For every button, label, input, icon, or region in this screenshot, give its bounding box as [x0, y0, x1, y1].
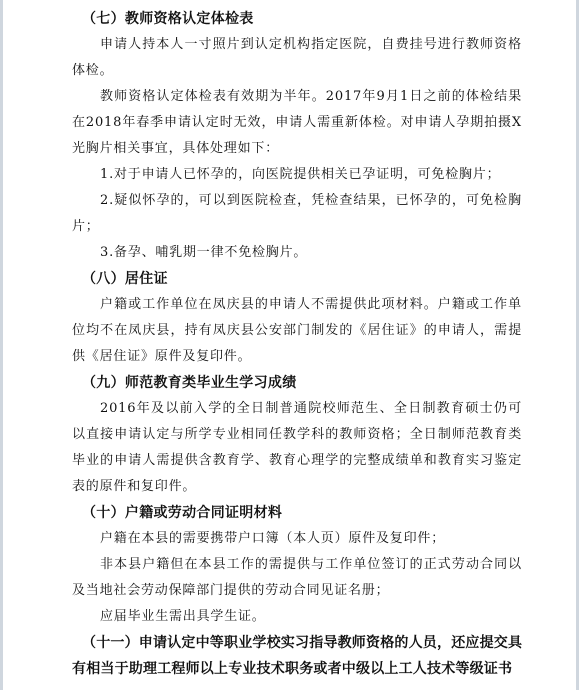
paragraph: 应届毕业生需出具学生证。 — [100, 609, 266, 624]
paragraph: 2016年及以前入学的全日制普通院校师范生、全日制教育硕士仍可以直接申请认定与所学专业相同任教学科的教师资格；全日制师范教育类毕业的申请人需提供含教育学、教育心理学的完整成绩单和教育实习鉴定表的原件和复印件。 — [72, 401, 522, 494]
paragraph: 教师资格认定体检表有效期为半年。2017年9月1日之前的体检结果在2018年春季申请认定时无效，申请人需重新体检。对申请人孕期拍摄X光胸片相关事宜，具体处理如下： — [72, 89, 522, 156]
section-heading-7: （七）教师资格认定体检表 — [82, 11, 254, 27]
paragraph: 户籍或工作单位在凤庆县的申请人不需提供此项材料。户籍或工作单位均不在凤庆县，持有凤庆县公安部门制发的《居住证》的申请人，需提供《居住证》原件及复印件。 — [72, 297, 522, 364]
window-edge-left — [0, 0, 3, 690]
document-body — [72, 6, 522, 682]
paragraph: 非本县户籍但在本县工作的需提供与工作单位签订的正式劳动合同以及当地社会劳动保障部门提供的劳动合同见证名册； — [72, 557, 522, 598]
section-heading-8: （八）居住证 — [82, 271, 168, 287]
paragraph: 户籍在本县的需要携带户口簿（本人页）原件及复印件； — [100, 531, 446, 546]
section-heading-9: （九）师范教育类毕业生学习成绩 — [82, 375, 297, 391]
list-item: 3.备孕、哺乳期一律不免检胸片。 — [100, 245, 308, 260]
list-item: 1.对于申请人已怀孕的，向医院提供相关已孕证明，可免检胸片； — [100, 167, 501, 182]
section-heading-10: （十）户籍或劳动合同证明材料 — [82, 505, 283, 521]
section-heading-11: （十一）申请认定中等职业学校实习指导教师资格的人员，还应提交具有相当于助理工程师以上专业技术职务或者中级以上工人技术等级证书 — [72, 635, 523, 677]
paragraph: 申请人持本人一寸照片到认定机构指定医院，自费挂号进行教师资格体检。 — [72, 37, 522, 78]
list-item: 2.疑似怀孕的，可以到医院检查，凭检查结果，已怀孕的，可免检胸片； — [72, 193, 522, 234]
